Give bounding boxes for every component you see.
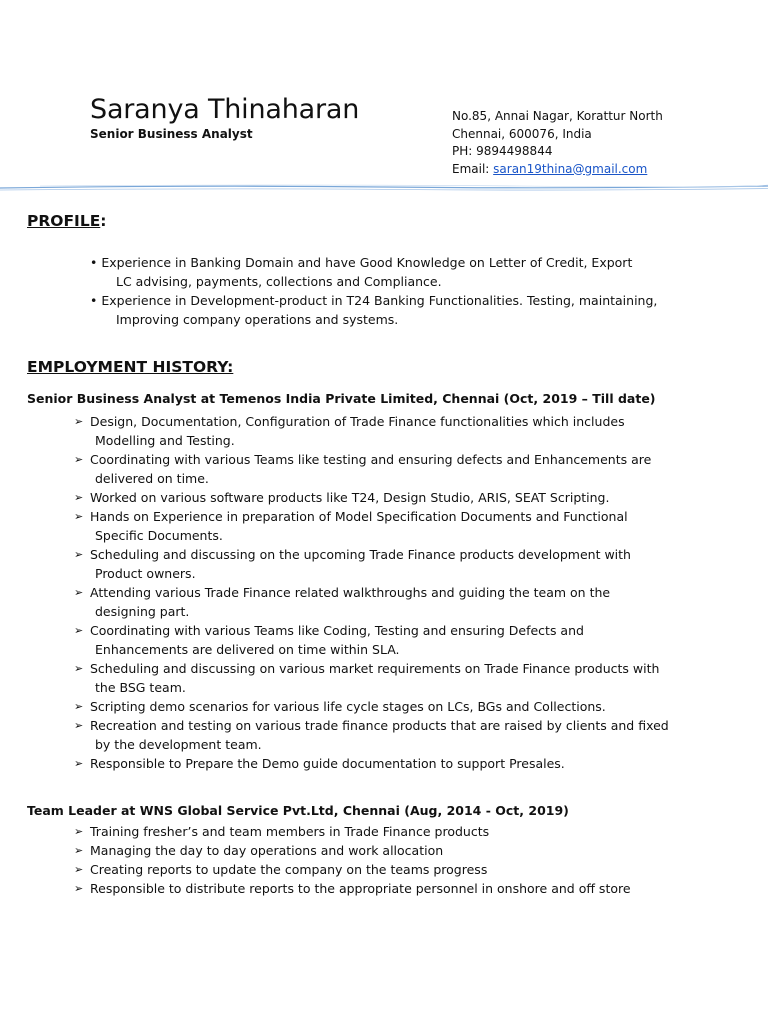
bullet-item [74, 412, 714, 450]
bullet-item [74, 822, 714, 841]
profile-item [90, 291, 690, 329]
employment-heading: EMPLOYMENT HISTORY: [27, 358, 234, 376]
phone: PH: 9894498844 [452, 144, 553, 158]
arrow-bullet-icon: ➢ [74, 825, 84, 838]
bullet-item [74, 545, 714, 583]
profile-item-line: • Experience in Banking Domain and have Good Knowledge on Letter of Credit, Export [90, 255, 633, 270]
bullet-line: Responsible to distribute reports to the appropriate personnel in onshore and off store [90, 881, 631, 896]
bullet-line-continued: delivered on time. [95, 471, 209, 486]
candidate-title: Senior Business Analyst [90, 127, 253, 141]
email-link[interactable]: saran19thina@gmail.com [493, 161, 648, 176]
bullet-line: Coordinating with various Teams like Coding, Testing and ensuring Defects and [90, 623, 584, 638]
bullet-line: Hands on Experience in preparation of Model Specification Documents and Functional [90, 509, 628, 524]
bullet-item [74, 659, 714, 697]
bullet-line-continued: by the development team. [95, 737, 262, 752]
arrow-bullet-icon: ➢ [74, 757, 84, 770]
profile-item-line: Improving company operations and systems. [116, 312, 399, 327]
arrow-bullet-icon: ➢ [74, 586, 84, 599]
arrow-bullet-icon: ➢ [74, 453, 84, 466]
job-title-1: Senior Business Analyst at Temenos India Private Limited, Chennai (Oct, 2019 – Till date) [27, 391, 656, 406]
bullet-line-continued: Modelling and Testing. [95, 433, 235, 448]
bullet-line: Creating reports to update the company on the teams progress [90, 862, 488, 877]
bullet-line: Scheduling and discussing on the upcoming Trade Finance products development with [90, 547, 631, 562]
bullet-item [74, 507, 714, 545]
bullet-item [74, 450, 714, 488]
arrow-bullet-icon: ➢ [74, 719, 84, 732]
bullet-line: Attending various Trade Finance related walkthroughs and guiding the team on the [90, 585, 611, 600]
arrow-bullet-icon: ➢ [74, 700, 84, 713]
arrow-bullet-icon: ➢ [74, 882, 84, 895]
bullet-line: Design, Documentation, Configuration of Trade Finance functionalities which includes [90, 414, 625, 429]
job-1-bullets [74, 412, 714, 773]
contact-block [452, 108, 663, 178]
profile-heading: PROFILE: [27, 212, 107, 230]
bullet-line-continued: Enhancements are delivered on time within SLA. [95, 642, 400, 657]
bullet-line-continued: designing part. [95, 604, 190, 619]
arrow-bullet-icon: ➢ [74, 491, 84, 504]
address-line-2: Chennai, 600076, India [452, 126, 592, 141]
bullet-line: Worked on various software products like T24, Design Studio, ARIS, SEAT Scripting. [90, 490, 610, 505]
bullet-item [74, 621, 714, 659]
bullet-line: Training fresher’s and team members in Trade Finance products [90, 824, 490, 839]
arrow-bullet-icon: ➢ [74, 662, 84, 675]
address-line-1: No.85, Annai Nagar, Korattur North [452, 109, 663, 123]
bullet-item [74, 697, 714, 716]
bullet-item [74, 879, 714, 898]
arrow-bullet-icon: ➢ [74, 548, 84, 561]
bullet-line-continued: the BSG team. [95, 680, 186, 695]
bullet-item [74, 488, 714, 507]
arrow-bullet-icon: ➢ [74, 415, 84, 428]
arrow-bullet-icon: ➢ [74, 624, 84, 637]
profile-item-line: • Experience in Development-product in T24 Banking Functionalities. Testing, maintaining, [90, 293, 658, 308]
bullet-item [74, 716, 714, 754]
bullet-line: Managing the day to day operations and work allocation [90, 843, 444, 858]
bullet-line: Coordinating with various Teams like testing and ensuring defects and Enhancements are [90, 452, 652, 467]
bullet-line-continued: Product owners. [95, 566, 196, 581]
profile-item [90, 253, 690, 291]
email-label: Email: [452, 161, 494, 176]
bullet-line: Responsible to Prepare the Demo guide documentation to support Presales. [90, 756, 565, 771]
bullet-line: Scheduling and discussing on various market requirements on Trade Finance products with [90, 661, 660, 676]
bullet-line: Scripting demo scenarios for various life cycle stages on LCs, BGs and Collections. [90, 699, 606, 714]
arrow-bullet-icon: ➢ [74, 844, 84, 857]
bullet-item [74, 583, 714, 621]
bullet-item [74, 860, 714, 879]
arrow-bullet-icon: ➢ [74, 510, 84, 523]
bullet-item [74, 754, 714, 773]
profile-list [90, 253, 690, 329]
bullet-line-continued: Specific Documents. [95, 528, 223, 543]
bullet-item [74, 841, 714, 860]
header-divider [0, 182, 768, 194]
bullet-line: Recreation and testing on various trade finance products that are raised by clients and fixed [90, 718, 669, 733]
email-line [452, 161, 663, 179]
arrow-bullet-icon: ➢ [74, 863, 84, 876]
candidate-name: Saranya Thinaharan [90, 94, 360, 125]
profile-item-line: LC advising, payments, collections and Compliance. [116, 274, 442, 289]
job-2-bullets [74, 822, 714, 898]
job-title-2: Team Leader at WNS Global Service Pvt.Ltd, Chennai (Aug, 2014 - Oct, 2019) [27, 803, 569, 818]
